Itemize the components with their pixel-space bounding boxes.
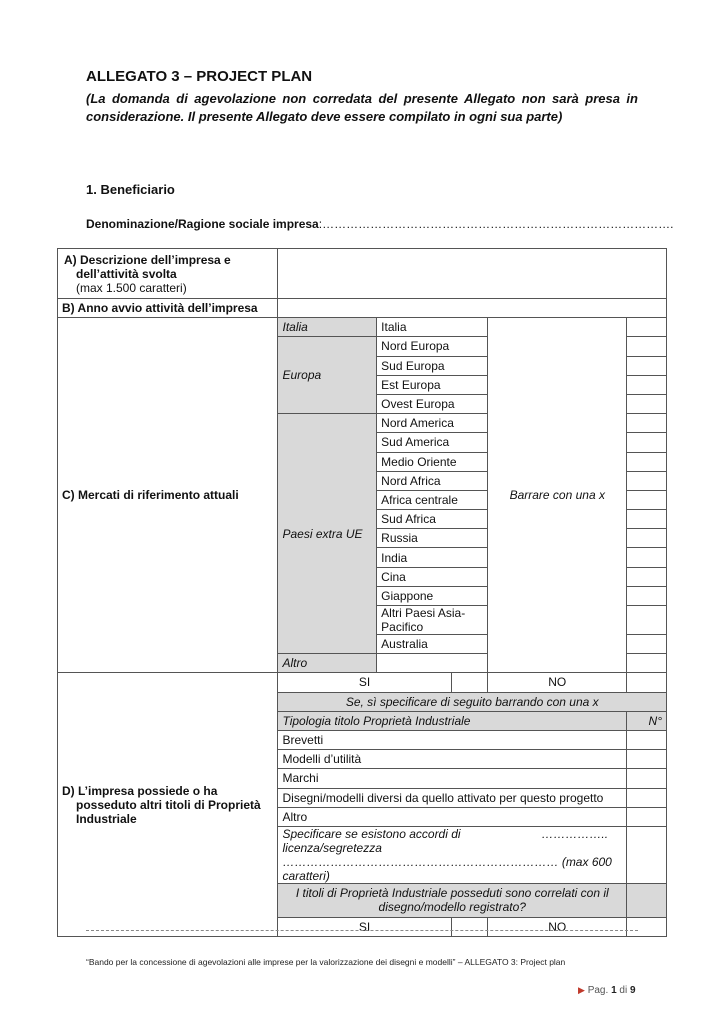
checkbox-italia[interactable] xyxy=(627,318,667,337)
market-extra-item: Cina xyxy=(377,567,488,586)
market-extra-item: Giappone xyxy=(377,586,488,605)
tipologia-header: Tipologia titolo Proprietà Industriale xyxy=(278,711,627,730)
label-a-line1: A) Descrizione dell’impresa e xyxy=(64,252,231,267)
checkbox-si-correlati[interactable] xyxy=(451,917,488,936)
page-number xyxy=(578,985,636,996)
correlati-question xyxy=(278,883,627,917)
option-no-correlati: NO xyxy=(488,917,627,936)
page-total: 9 xyxy=(629,985,636,996)
field-numero[interactable] xyxy=(627,730,667,749)
numero-header: N° xyxy=(627,711,667,730)
titolo-row: Marchi xyxy=(278,769,627,788)
label-a-line2: dell’attività svolta xyxy=(76,266,177,281)
market-europa-item: Est Europa xyxy=(377,375,488,394)
market-extra-item: Australia xyxy=(377,635,488,654)
group-extra-ue: Paesi extra UE xyxy=(278,414,377,654)
market-extra-item: Nord Africa xyxy=(377,471,488,490)
checkbox-market[interactable] xyxy=(627,356,667,375)
option-no: NO xyxy=(488,673,627,692)
section-heading: 1. Beneficiario xyxy=(86,182,175,197)
market-extra-item: India xyxy=(377,548,488,567)
group-europa: Europa xyxy=(278,337,377,414)
field-licenza-extra[interactable] xyxy=(627,826,667,883)
field-numero[interactable] xyxy=(627,807,667,826)
label-b: B) Anno avvio attività dell’impresa xyxy=(58,299,278,318)
checkbox-market[interactable] xyxy=(627,635,667,654)
group-italia: Italia xyxy=(278,318,377,337)
checkbox-no[interactable] xyxy=(627,673,667,692)
field-descrizione[interactable] xyxy=(278,249,667,299)
titolo-row: Disegni/modelli diversi da quello attivato per questo progetto xyxy=(278,788,627,807)
label-d-line3: Industriale xyxy=(76,811,137,826)
document-title: ALLEGATO 3 – PROJECT PLAN xyxy=(86,68,313,85)
checkbox-market[interactable] xyxy=(627,394,667,413)
checkbox-market[interactable] xyxy=(627,471,667,490)
checkbox-market[interactable] xyxy=(627,452,667,471)
field-numero[interactable] xyxy=(627,769,667,788)
market-extra-item: Africa centrale xyxy=(377,490,488,509)
denominazione-label: Denominazione/Ragione sociale impresa xyxy=(86,217,319,231)
label-a xyxy=(58,249,278,299)
market-extra-item: Sud Africa xyxy=(377,510,488,529)
licenza-line2: …………………………………………………………… (max 600 caratteri) xyxy=(282,854,612,883)
correlati-line1: I titoli di Proprietà Industriale posseduti sono correlati con il xyxy=(295,886,609,901)
field-anno-avvio[interactable] xyxy=(278,299,667,318)
market-extra-item: Medio Oriente xyxy=(377,452,488,471)
checkbox-market[interactable] xyxy=(627,337,667,356)
market-europa-item: Ovest Europa xyxy=(377,394,488,413)
titolo-row: Brevetti xyxy=(278,730,627,749)
option-si-correlati: SI xyxy=(278,917,451,936)
page-of: di xyxy=(619,985,628,996)
checkbox-market[interactable] xyxy=(627,654,667,673)
triangle-right-icon: ▶ xyxy=(578,985,585,995)
instruction-barrare: Barrare con una x xyxy=(488,318,627,673)
licenza-field[interactable] xyxy=(278,826,627,883)
checkbox-market[interactable] xyxy=(627,375,667,394)
market-italia: Italia xyxy=(377,318,488,337)
licenza-line1: Specificare se esistono accordi di licenza/segretezza xyxy=(282,826,461,855)
document-subtitle: (La domanda di agevolazione non corredata del presente Allegato non sarà presa in considerazione. Il presente Allegato deve essere compilato in ogni sua parte) xyxy=(86,91,638,124)
project-plan-table xyxy=(57,248,667,937)
group-altro: Altro xyxy=(278,654,377,673)
denominazione-line xyxy=(86,217,673,231)
label-c: C) Mercati di riferimento attuali xyxy=(58,318,278,673)
field-numero[interactable] xyxy=(627,788,667,807)
checkbox-market[interactable] xyxy=(627,548,667,567)
field-altro-market[interactable] xyxy=(377,654,488,673)
label-d-line1: D) L’impresa possiede o ha xyxy=(62,783,218,798)
correlati-grey-cell xyxy=(627,883,667,917)
market-extra-item: Altri Paesi Asia-Pacifico xyxy=(377,606,488,635)
titolo-row: Modelli d’utilità xyxy=(278,750,627,769)
checkbox-market[interactable] xyxy=(627,510,667,529)
titolo-row: Altro xyxy=(278,807,627,826)
market-extra-item: Sud America xyxy=(377,433,488,452)
label-d xyxy=(58,673,278,937)
label-a-note: (max 1.500 caratteri) xyxy=(76,280,187,295)
specify-note: Se, sì specificare di seguito barrando con una x xyxy=(278,692,667,711)
checkbox-si[interactable] xyxy=(451,673,488,692)
footer-text: “Bando per la concessione di agevolazioni alle imprese per la valorizzazione dei disegni e modelli” – ALLEGATO 3: Project plan xyxy=(86,957,566,967)
checkbox-market[interactable] xyxy=(627,433,667,452)
page-current: 1 xyxy=(611,985,617,996)
denominazione-value[interactable]: :……………………………………………………………………………. xyxy=(318,217,674,231)
checkbox-market[interactable] xyxy=(627,414,667,433)
market-extra-item: Nord America xyxy=(377,414,488,433)
market-extra-item: Russia xyxy=(377,529,488,548)
correlati-line2: disegno/modello registrato? xyxy=(378,900,526,915)
footer-separator xyxy=(86,930,638,931)
checkbox-market[interactable] xyxy=(627,490,667,509)
checkbox-market[interactable] xyxy=(627,586,667,605)
checkbox-market[interactable] xyxy=(627,606,667,635)
market-europa-item: Nord Europa xyxy=(377,337,488,356)
option-si: SI xyxy=(278,673,451,692)
page-prefix: Pag. xyxy=(587,985,609,996)
market-europa-item: Sud Europa xyxy=(377,356,488,375)
checkbox-market[interactable] xyxy=(627,567,667,586)
checkbox-no-correlati[interactable] xyxy=(627,917,667,936)
label-d-line2: posseduto altri titoli di Proprietà xyxy=(76,797,261,812)
field-numero[interactable] xyxy=(627,750,667,769)
checkbox-market[interactable] xyxy=(627,529,667,548)
licenza-dots: …………….. xyxy=(541,826,609,841)
